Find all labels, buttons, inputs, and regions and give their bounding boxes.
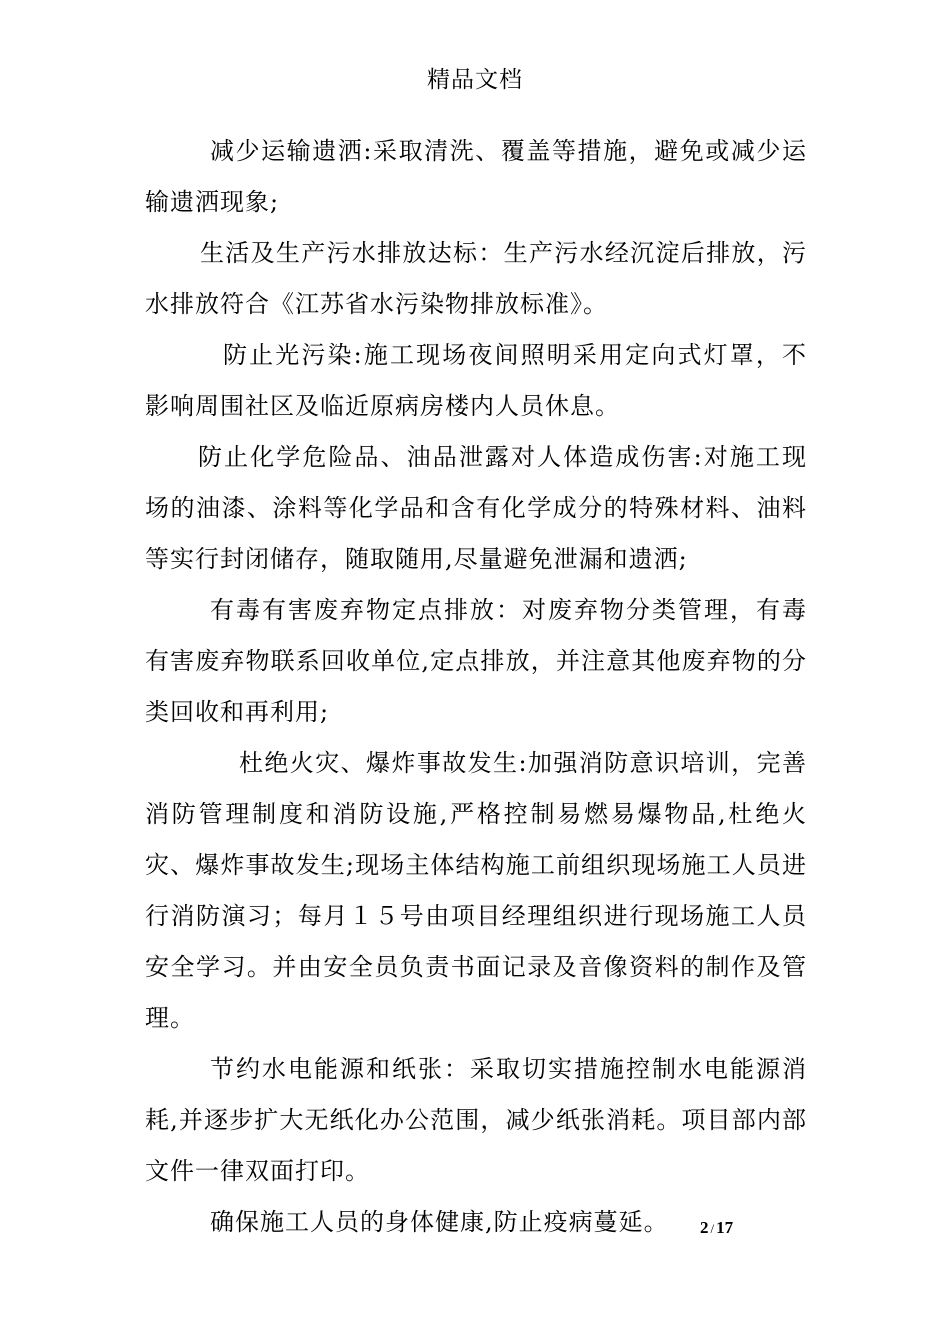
paragraph-worker-health: 确保施工人员的身体健康,防止疫病蔓延。	[210, 1208, 669, 1236]
total-pages-number: 17	[716, 1218, 734, 1237]
paragraph-sewage-discharge: 生活及生产污水排放达标：生产污水经沉淀后排放，污水排放符合《江苏省水污染物排放标准》。	[145, 239, 807, 318]
paragraph-save-energy-paper: 节约水电能源和纸张：采取切实措施控制水电能源消耗,并逐步扩大无纸化办公范围，减少纸张消耗。项目部内部文件一律双面打印。	[145, 1055, 807, 1185]
paragraph-transport-spill: 减少运输遗洒:采取清洗、覆盖等措施，避免或减少运输遗洒现象;	[145, 137, 807, 216]
header-title: 精品文档	[427, 67, 523, 93]
paragraph-fire-prevention: 杜绝火灾、爆炸事故发生:加强消防意识培训，完善消防管理制度和消防设施,严格控制易燃易爆物品,杜绝火灾、爆炸事故发生;现场主体结构施工前组织现场施工人员进行消防演习；每月１５号由项目经理组织进行现场施工人员安全学习。并由安全员负责书面记录及音像资料的制作及管理。	[145, 749, 807, 1032]
document-body	[145, 126, 807, 1248]
paragraph-chemical-leak: 防止化学危险品、油品泄露对人体造成伤害:对施工现场的油漆、涂料等化学品和含有化学成分的特殊材料、油料等实行封闭储存，随取随用,尽量避免泄漏和遗洒;	[145, 443, 807, 573]
page-number	[700, 1216, 810, 1241]
page-header	[0, 62, 950, 98]
paragraph-light-pollution: 防止光污染:施工现场夜间照明采用定向式灯罩，不影响周围社区及临近原病房楼内人员休息。	[145, 341, 807, 420]
current-page-number: 2	[700, 1218, 709, 1237]
page-separator: /	[710, 1221, 715, 1236]
paragraph-hazardous-waste: 有毒有害废弃物定点排放：对废弃物分类管理，有毒有害废弃物联系回收单位,定点排放，并注意其他废弃物的分类回收和再利用;	[145, 596, 807, 726]
